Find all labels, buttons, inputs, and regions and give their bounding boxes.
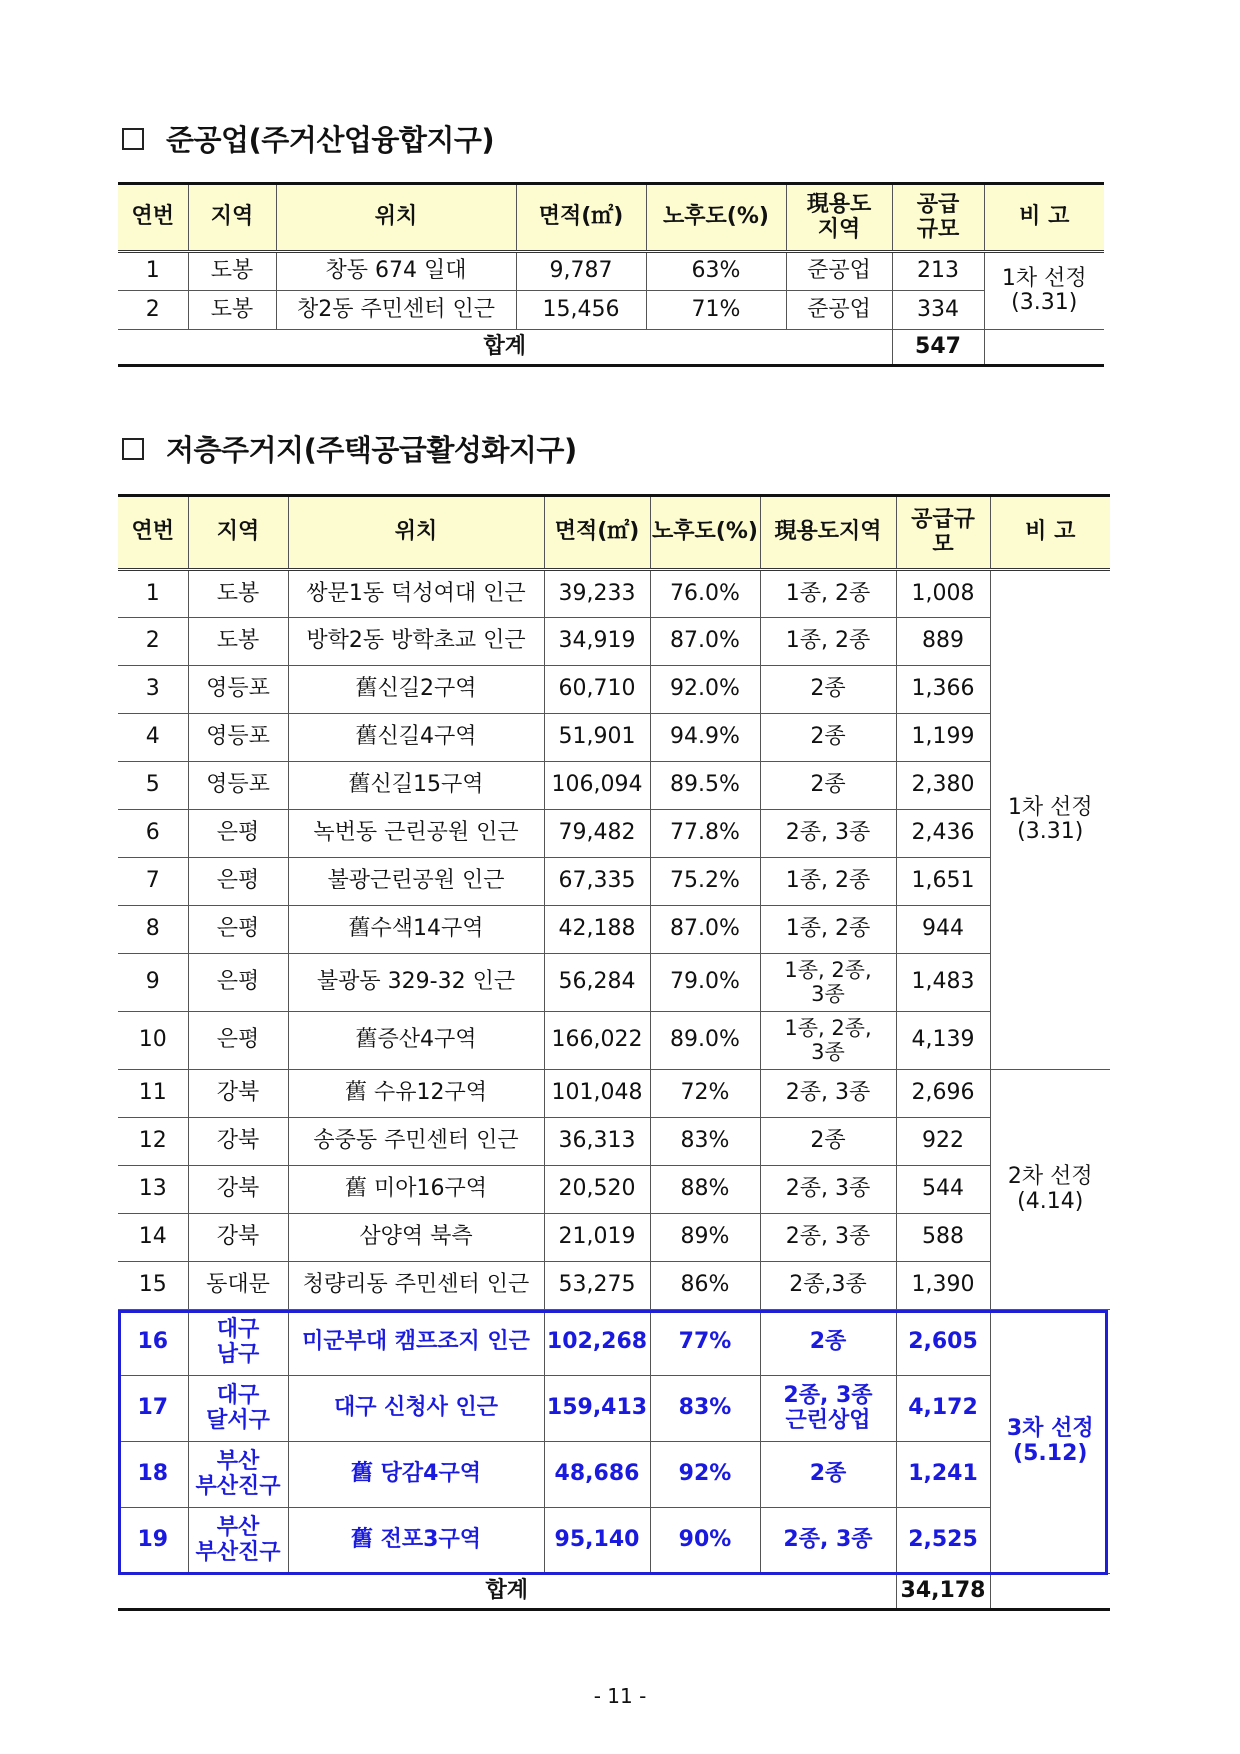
total-note-empty: [990, 1574, 1110, 1610]
cell-location: 舊 수유12구역: [288, 1070, 544, 1118]
cell-region: 대구 달서구: [188, 1376, 288, 1442]
table-row: [118, 714, 1110, 762]
cell-supply: 2,696: [896, 1070, 990, 1118]
cell-location: 舊신길4구역: [288, 714, 544, 762]
table-total-row: [118, 1574, 1110, 1610]
cell-region: 도봉: [188, 570, 288, 618]
cell-area: 60,710: [544, 666, 650, 714]
cell-region: 은평: [188, 858, 288, 906]
table-row: [118, 810, 1110, 858]
table-total-row: [118, 330, 1104, 366]
cell-decay: 83%: [650, 1376, 760, 1442]
table-row: [118, 666, 1110, 714]
cell-supply: 1,008: [896, 570, 990, 618]
cell-region: 동대문: [188, 1262, 288, 1310]
table-row: [118, 1070, 1110, 1118]
cell-decay: 71%: [646, 291, 786, 330]
cell-area: 51,901: [544, 714, 650, 762]
cell-location: 舊수색14구역: [288, 906, 544, 954]
total-note-empty: [984, 330, 1104, 366]
cell-region: 강북: [188, 1118, 288, 1166]
cell-location: 舊신길15구역: [288, 762, 544, 810]
cell-zone: 1종, 2종: [760, 570, 896, 618]
cell-no: 13: [118, 1166, 188, 1214]
cell-region: 부산 부산진구: [188, 1508, 288, 1574]
total-value: 34,178: [896, 1574, 990, 1610]
cell-zone: 2종, 3종: [760, 1214, 896, 1262]
cell-no: 9: [118, 954, 188, 1012]
cell-supply: 2,525: [896, 1508, 990, 1574]
cell-no: 5: [118, 762, 188, 810]
cell-no: 7: [118, 858, 188, 906]
cell-location: 불광동 329-32 인근: [288, 954, 544, 1012]
cell-no: 15: [118, 1262, 188, 1310]
table-row: [118, 1214, 1110, 1262]
cell-area: 102,268: [544, 1310, 650, 1376]
cell-note: 2차 선정 (4.14): [990, 1070, 1110, 1310]
cell-supply: 334: [892, 291, 984, 330]
checkbox-square-icon: [122, 128, 144, 150]
cell-supply: 588: [896, 1214, 990, 1262]
cell-decay: 83%: [650, 1118, 760, 1166]
table-lowrise-header: [118, 496, 1110, 570]
cell-no: 1: [118, 252, 188, 291]
cell-supply: 1,366: [896, 666, 990, 714]
cell-zone: 2종: [760, 1442, 896, 1508]
cell-location: 미군부대 캠프조지 인근: [288, 1310, 544, 1376]
cell-location: 舊증산4구역: [288, 1012, 544, 1070]
cell-area: 56,284: [544, 954, 650, 1012]
header-note: 비 고: [984, 184, 1104, 252]
cell-supply: 944: [896, 906, 990, 954]
cell-no: 11: [118, 1070, 188, 1118]
table-row: [118, 1262, 1110, 1310]
header-zone: 現용도지역: [760, 496, 896, 570]
cell-decay: 89%: [650, 1214, 760, 1262]
cell-no: 19: [118, 1508, 188, 1574]
header-supply: 공급규 모: [896, 496, 990, 570]
cell-note: 1차 선정 (3.31): [984, 252, 1104, 330]
cell-location: 창동 674 일대: [276, 252, 516, 291]
header-decay: 노후도(%): [650, 496, 760, 570]
section-title-2: [122, 428, 577, 469]
cell-zone: 2종: [760, 762, 896, 810]
cell-decay: 90%: [650, 1508, 760, 1574]
cell-supply: 4,139: [896, 1012, 990, 1070]
cell-decay: 77%: [650, 1310, 760, 1376]
header-no: 연번: [118, 496, 188, 570]
table-row: [118, 1166, 1110, 1214]
cell-zone: 2종, 3종: [760, 1070, 896, 1118]
table-row: [118, 618, 1110, 666]
cell-zone: 1종, 2종: [760, 858, 896, 906]
cell-region: 도봉: [188, 291, 276, 330]
cell-decay: 94.9%: [650, 714, 760, 762]
cell-no: 14: [118, 1214, 188, 1262]
cell-location: 대구 신청사 인근: [288, 1376, 544, 1442]
cell-decay: 92%: [650, 1442, 760, 1508]
cell-zone: 1종, 2종: [760, 906, 896, 954]
cell-decay: 77.8%: [650, 810, 760, 858]
cell-region: 강북: [188, 1214, 288, 1262]
cell-area: 166,022: [544, 1012, 650, 1070]
cell-location: 녹번동 근린공원 인근: [288, 810, 544, 858]
cell-supply: 4,172: [896, 1376, 990, 1442]
cell-supply: 1,651: [896, 858, 990, 906]
cell-no: 2: [118, 618, 188, 666]
cell-area: 9,787: [516, 252, 646, 291]
cell-supply: 2,605: [896, 1310, 990, 1376]
table-industrial-header: [118, 184, 1104, 252]
cell-zone: 2종: [760, 714, 896, 762]
table-row: [118, 291, 1104, 330]
cell-decay: 79.0%: [650, 954, 760, 1012]
cell-no: 18: [118, 1442, 188, 1508]
cell-region: 영등포: [188, 762, 288, 810]
cell-no: 6: [118, 810, 188, 858]
table-row: [118, 1012, 1110, 1070]
cell-zone: 2종: [760, 1310, 896, 1376]
table-row: [118, 954, 1110, 1012]
table-row: [118, 1310, 1110, 1376]
cell-no: 8: [118, 906, 188, 954]
cell-area: 95,140: [544, 1508, 650, 1574]
cell-supply: 544: [896, 1166, 990, 1214]
cell-area: 106,094: [544, 762, 650, 810]
cell-no: 12: [118, 1118, 188, 1166]
cell-no: 16: [118, 1310, 188, 1376]
cell-decay: 63%: [646, 252, 786, 291]
header-region: 지역: [188, 184, 276, 252]
header-location: 위치: [288, 496, 544, 570]
checkbox-square-icon: [122, 438, 144, 460]
cell-area: 101,048: [544, 1070, 650, 1118]
table-row: [118, 1442, 1110, 1508]
cell-location: 舊 전포3구역: [288, 1508, 544, 1574]
table-row: [118, 1118, 1110, 1166]
table-row: [118, 858, 1110, 906]
cell-zone: 준공업: [786, 291, 892, 330]
cell-location: 舊 당감4구역: [288, 1442, 544, 1508]
table-row: [118, 906, 1110, 954]
cell-supply: 1,199: [896, 714, 990, 762]
cell-zone: 2종, 3종: [760, 810, 896, 858]
header-supply: 공급 규모: [892, 184, 984, 252]
cell-zone: 준공업: [786, 252, 892, 291]
cell-area: 42,188: [544, 906, 650, 954]
cell-zone: 1종, 2종, 3종: [760, 1012, 896, 1070]
cell-region: 도봉: [188, 618, 288, 666]
cell-location: 청량리동 주민센터 인근: [288, 1262, 544, 1310]
cell-zone: 1종, 2종, 3종: [760, 954, 896, 1012]
cell-area: 21,019: [544, 1214, 650, 1262]
cell-area: 36,313: [544, 1118, 650, 1166]
cell-zone: 1종, 2종: [760, 618, 896, 666]
table-row: [118, 762, 1110, 810]
cell-area: 34,919: [544, 618, 650, 666]
cell-no: 4: [118, 714, 188, 762]
cell-no: 3: [118, 666, 188, 714]
header-note: 비 고: [990, 496, 1110, 570]
section-title-1-text: 준공업(주거산업융합지구): [166, 123, 495, 157]
cell-note: 3차 선정 (5.12): [990, 1310, 1110, 1574]
cell-decay: 87.0%: [650, 618, 760, 666]
table-row: [118, 1376, 1110, 1442]
cell-supply: 889: [896, 618, 990, 666]
cell-location: 쌍문1동 덕성여대 인근: [288, 570, 544, 618]
cell-region: 은평: [188, 1012, 288, 1070]
cell-decay: 88%: [650, 1166, 760, 1214]
cell-location: 송중동 주민센터 인근: [288, 1118, 544, 1166]
cell-area: 20,520: [544, 1166, 650, 1214]
table-row: [118, 252, 1104, 291]
cell-decay: 89.0%: [650, 1012, 760, 1070]
header-location: 위치: [276, 184, 516, 252]
cell-supply: 2,380: [896, 762, 990, 810]
table-lowrise: [118, 494, 1110, 1611]
cell-supply: 2,436: [896, 810, 990, 858]
header-region: 지역: [188, 496, 288, 570]
cell-decay: 86%: [650, 1262, 760, 1310]
cell-area: 48,686: [544, 1442, 650, 1508]
cell-region: 은평: [188, 906, 288, 954]
cell-zone: 2종, 3종 근린상업: [760, 1376, 896, 1442]
cell-location: 창2동 주민센터 인근: [276, 291, 516, 330]
cell-region: 부산 부산진구: [188, 1442, 288, 1508]
header-no: 연번: [118, 184, 188, 252]
cell-area: 159,413: [544, 1376, 650, 1442]
cell-location: 舊 미아16구역: [288, 1166, 544, 1214]
cell-location: 불광근린공원 인근: [288, 858, 544, 906]
cell-zone: 2종, 3종: [760, 1508, 896, 1574]
table-row: [118, 570, 1110, 618]
cell-area: 39,233: [544, 570, 650, 618]
cell-area: 53,275: [544, 1262, 650, 1310]
cell-region: 은평: [188, 954, 288, 1012]
header-area: 면적(㎡): [516, 184, 646, 252]
table-industrial: [118, 182, 1104, 367]
total-value: 547: [892, 330, 984, 366]
cell-note: 1차 선정 (3.31): [990, 570, 1110, 1070]
cell-no: 2: [118, 291, 188, 330]
cell-decay: 87.0%: [650, 906, 760, 954]
cell-area: 15,456: [516, 291, 646, 330]
cell-zone: 2종: [760, 666, 896, 714]
cell-region: 강북: [188, 1166, 288, 1214]
cell-region: 도봉: [188, 252, 276, 291]
cell-supply: 922: [896, 1118, 990, 1166]
table-row: [118, 1508, 1110, 1574]
cell-zone: 2종,3종: [760, 1262, 896, 1310]
cell-decay: 72%: [650, 1070, 760, 1118]
cell-decay: 92.0%: [650, 666, 760, 714]
cell-location: 방학2동 방학초교 인근: [288, 618, 544, 666]
cell-region: 영등포: [188, 666, 288, 714]
cell-region: 강북: [188, 1070, 288, 1118]
cell-region: 은평: [188, 810, 288, 858]
cell-supply: 1,241: [896, 1442, 990, 1508]
cell-area: 67,335: [544, 858, 650, 906]
cell-no: 1: [118, 570, 188, 618]
cell-region: 대구 남구: [188, 1310, 288, 1376]
total-label: 합계: [118, 330, 892, 366]
cell-decay: 76.0%: [650, 570, 760, 618]
cell-zone: 2종: [760, 1118, 896, 1166]
header-area: 면적(㎡): [544, 496, 650, 570]
header-zone: 現용도 지역: [786, 184, 892, 252]
cell-supply: 1,390: [896, 1262, 990, 1310]
cell-no: 10: [118, 1012, 188, 1070]
header-decay: 노후도(%): [646, 184, 786, 252]
cell-no: 17: [118, 1376, 188, 1442]
cell-location: 삼양역 북측: [288, 1214, 544, 1262]
page-number: - 11 -: [593, 1684, 647, 1708]
cell-location: 舊신길2구역: [288, 666, 544, 714]
total-label: 합계: [118, 1574, 896, 1610]
cell-supply: 213: [892, 252, 984, 291]
section-title-1: [122, 118, 494, 159]
cell-decay: 75.2%: [650, 858, 760, 906]
cell-supply: 1,483: [896, 954, 990, 1012]
cell-decay: 89.5%: [650, 762, 760, 810]
cell-area: 79,482: [544, 810, 650, 858]
cell-region: 영등포: [188, 714, 288, 762]
cell-zone: 2종, 3종: [760, 1166, 896, 1214]
section-title-2-text: 저층주거지(주택공급활성화지구): [166, 433, 577, 467]
